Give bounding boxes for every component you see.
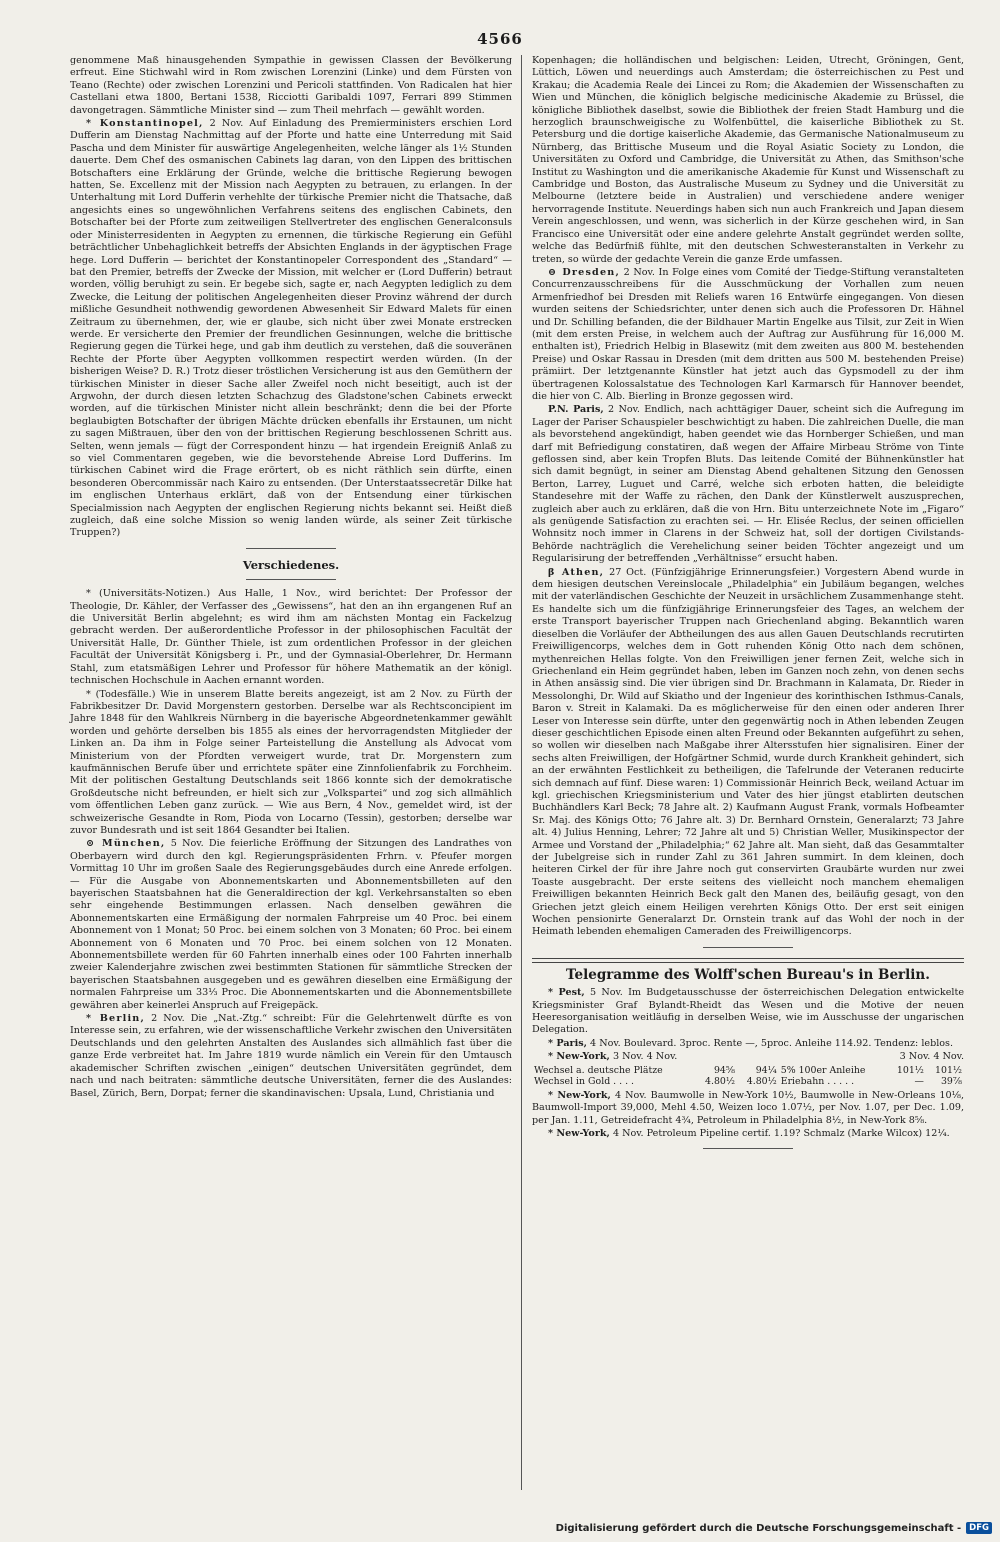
- article-continuation: Kopenhagen; die holländischen und belgischen: Leiden, Utrecht, Gröningen, Gent, Lüttich, Löwen und neuerdings auch Amsterdam; die österreichischen zu Pest und Krakau; die Academia Reale dei Lincei zu Rom; die Akademien der Wissenschaften zu Wien und München, die königlich belgische medicinische Akademie zu Brüssel, die königliche Bibliothek daselbst, sowie die Bibliothek der freien Stadt Hamburg und die herzoglich braunschweigische zu Wolfenbüttel, die kaiserliche Bibliothek zu St. Petersburg und die dortige kaiserliche Akademie, das Germanische Nationalmuseum zu Nürnberg, das Brittische Museum und die Royal Asiatic Society zu London, die Universitäten zu Oxford und Cambridge, die Universität zu Athen, das Smithson'sche Institut zu Washington und die amerikanische Akademie für Kunst und Wissenschaft zu Cambridge und Boston, das Australische Museum zu Sydney und die Universität zu Melbourne (letztere beide in Australien) und verschiedene andere weniger hervorragende Institute. Neuerdings haben sich nun auch Frankreich und Japan diesem Verein angeschlossen, und wenn, was sicherlich in der Kürze geschehen wird, in San Francisco eine Universität oder eine andere gelehrte Anstalt gegründet werden sollte, welche das Bedürfniß fühlte, mit den deutschen Schwesteranstalten in Verkehr zu treten, so würde der gedachte Verein die ganze Erde umfassen.: [532, 55, 964, 265]
- table-row: [532, 1076, 964, 1088]
- table-cell: 94¼: [755, 1064, 777, 1076]
- article-body: 2 Nov. Die „Nat.-Ztg.“ schreibt: Für die Gelehrtenwelt dürfte es von Interesse sein, zu erfahren, wie der wissenschaftliche Verkehr zwischen den Universitäten Deutschlands und den gelehrten Anstalten des Auslandes sich allmählich fast über die ganze Erde verbreitet hat. Im Jahre 1819 wurde nämlich ein Verein für den Umtausch akademischer Schriften zwischen „einigen“ deutschen Universitäten gegründet, dem nach und nach beitraten: sämmtliche deutsche Universitäten, ferner die des Auslandes: Basel, Zürich, Bern, Dorpat; ferner die skandinavischen: Upsala, Lund, Christiania und: [70, 1013, 512, 1099]
- article-berlin: [70, 1013, 512, 1100]
- digitization-credit: [556, 1522, 992, 1534]
- telegram-heading: Telegramme des Wolff'schen Bureau's in Berlin.: [566, 966, 930, 983]
- telegram-body: 4 Nov. Petroleum Pipeline certif. 1.19? Schmalz (Marke Wilcox) 12¼.: [612, 1127, 950, 1139]
- article-body: 5 Nov. Die feierliche Eröffnung der Sitzungen des Landrathes von Oberbayern wird durch den kgl. Regierungspräsidenten Frhrn. v. Pfeufer morgen Vormittag 10 Uhr im großen Saale des Regierungsgebäudes durch eine Anrede erfolgen. — Für die Ausgabe von Abonnementskarten und Abonnementsbilleten auf den bayerischen Staatsbahnen hat die Generaldirection der kgl. Verkehrsanstalten so eben sehr eingehende Bestimmungen erlassen. Nach denselben gewähren die Abonnementskarten eine Ermäßigung der normalen Fahrpreise um 40 Proc. bei einem Abonnement von 1 Monat; 50 Proc. bei einem solchen von 3 Monaten; 60 Proc. bei einem Abonnement von 6 Monaten und 70 Proc. bei einem solchen von 12 Monaten. Abonnementsbillete werden für 60 Fahrten innerhalb eines oder 100 Fahrten innerhalb zweier Kalenderjahre zwischen zwei bestimmten Stationen für sämmtliche Strecken der bayerischen Staatsbahnen ausgegeben und es gewähren dieselben eine Ermäßigung der normalen Fahrpreise um 33⅓ Proc. Die Abonnementskarten und die Abonnementsbillete gewähren aber keinerlei Anspruch auf Freigepäck.: [70, 838, 512, 1011]
- telegram-body: 4 Nov. Boulevard. 3proc. Rente —, 5proc. Anleihe 114.92. Tendenz: leblos.: [590, 1037, 954, 1049]
- telegram-pest: [532, 987, 964, 1037]
- telegram-newyork-cotton: [532, 1090, 964, 1127]
- telegram-newyork-petroleum: [532, 1128, 964, 1140]
- table-cell: 94⅝: [713, 1064, 735, 1076]
- section-heading: Verschiedenes.: [242, 557, 340, 572]
- table-cell: 101½: [896, 1064, 924, 1076]
- table-cell: 101½: [935, 1064, 962, 1076]
- article-body: 2 Nov. Auf Einladung des Premierministers erschien Lord Dufferin am Dienstag Nachmittag auf der Pforte und hatte eine Unterredung mit Said Pascha und dem Minister für auswärtige Angelegenheiten, welche länger als 1½ Stunden dauerte. Dem Chef des osmanischen Cabinets lag daran, von den Lippen des brittischen Botschafters eine Erklärung der Gründe, welche die brittische Regierung bewogen hatten, Se. Excellenz mit der Mission nach Aegypten zu betrauen, zu erlangen. In der Unterhaltung mit Lord Dufferin verhehlte der türkische Premier nicht die Thatsache, daß angesichts eines so ungewöhnlichen Verfahrens seitens des englischen Cabinets, den Botschafter bei der Pforte zum zeitweiligen Stellvertreter des englischen Generalconsuls oder Ministerresidenten in Aegypten zu ernennen, die türkische Regierung ein Gefühl beträchtlicher Unbehaglichkeit betreffs der Absichten Englands in der ägyptischen Frage hege. Lord Dufferin — berichtet der Konstantinopeler Correspondent des „Standard“ — bat den Premier, betreffs der Zwecke der Mission, mit welcher er (Lord Dufferin) betraut worden, völlig beruhigt zu sein. Er begebe sich, sagte er, nach Aegypten lediglich zu dem Zwecke, die Leitung der politischen Angelegenheiten dieser Provinz während der durch mißliche Gesundheit nothwendig gewordenen Abwesenheit Sir Edward Malets für einen Zeitraum zu übernehmen, der, wie er glaube, sich nicht über zwei Monate erstrecken werde. Er versicherte den Premier der freundlichen Gesinnungen, welche die brittische Regierung gegen die Türkei hege, und gab ihm deutlich zu verstehen, daß die souveränen Rechte der Pforte über Aegypten vollkommen respectirt werden würden. (In der bisherigen Weise? D. R.) Trotz dieser tröstlichen Versicherung ist aus den Gemüthern der türkischen Minister in dieser Sache aller Zweifel noch nicht beseitigt, auch ist der Argwohn, der durch diesen letzten Schachzug des Gladstone'schen Cabinets erweckt worden, auf die türkischen Minister nicht allein beschränkt; denn die bei der Pforte beglaubigten Botschafter der übrigen Mächte drücken ebenfalls ihr Erstaunen, um nicht zu sagen Mißtrauen, über den von der brittischen Regierung beschlossenen Schritt aus. Selten, wenn jemals — fügt der Correspondent hinzu — hat irgendein Ereigniß Anlaß zu so viel Commentaren gegeben, wie die bevorstehende Abreise Lord Dufferins. Im türkischen Cabinet wird die Frage erörtert, ob es nicht räthlich sein dürfte, einen besonderen Obercommissär nach Kairo zu entsenden. (Der Unterstaatssecretär Dilke hat im englischen Unterhaus erklärt, daß von der Entsendung einer türkischen Specialmission nach Aegypten der englischen Regierung nichts bekannt sei. Heißt dieß zugleich, daß eine solche Mission so wenig landen würde, als seiner Zeit türkische Truppen?): [70, 118, 512, 539]
- table-cell: 4.80½: [746, 1076, 777, 1088]
- table-cell: 5% 100er Anleihe: [780, 1064, 866, 1076]
- dateline: ⊙ München,: [86, 838, 166, 850]
- dateline: * Berlin,: [86, 1013, 146, 1025]
- double-rule: [532, 958, 964, 963]
- article-dresden: [532, 267, 964, 403]
- table-cell: Eriebahn . . . . .: [780, 1076, 855, 1088]
- telegram-dates: 3 Nov. 4 Nov.: [612, 1051, 678, 1063]
- article-body: 27 Oct. (Fünfzigjährige Erinnerungsfeier.) Vorgestern Abend wurde in dem hiesigen deutschen Vereinslocale „Philadelphia“ ein Jubiläum begangen, welches mit der vaterländischen Geschichte der Neuzeit in ursächlichem Zusammenhange steht. Es handelte sich um die fünfzigjährige Erinnerungsfeier des Tages, an welchem der erste Transport bayerischer Truppen nach Griechenland abging. Bekanntlich waren dieselben die Vorläufer der Abtheilungen des aus allen Gauen Deutschlands recrutirten Freiwilligencorps, welches dem in Gott ruhenden König Otto nach dem schönen, mythenreichen Hellas folgte. Von den Freiwilligen jener fernen Zeit, welche sich in Griechenland ein Heim gegründet haben, leben im Ganzen noch zehn, von denen sechs in Athen ansässig sind. Die vier übrigen sind Dr. Brachmann in Kalamata, Dr. Rieder in Messolonghi, Dr. Wild auf Skiatho und der Ingenieur des korinthischen Isthmus-Canals, Baron v. Streit in Kalamaki. Da es möglicherweise für den einen oder anderen Ihrer Leser von Interesse sein dürfte, unter den gegenwärtig noch in Athen lebenden Zeugen dieser geschichtlichen Episode einen alten Freund oder Bekannten aufgeführt zu sehen, so wollen wir dieselben nach Maßgabe ihrer Altersstufen hier signalisiren. Einer der sechs alten Freiwilligen, der Hofgärtner Schmid, wurde durch Krankheit gehindert, sich an der erwähnten Festlichkeit zu betheiligen, die Tafelrunde der Veteranen reducirte sich demnach auf fünf. Diese waren: 1) Commissionär Heinrich Beck, weiland Actuar im kgl. griechischen Kriegsministerium und Vater des hier jüngst etablirten deutschen Buchhändlers Karl Beck; 78 Jahre alt. 2) Kaufmann August Frank, vormals Hofbeamter Sr. Maj. des Königs Otto; 76 Jahre alt. 3) Dr. Bernhard Ornstein, Generalarzt; 73 Jahre alt. 4) Julius Henning, Lehrer; 72 Jahre alt und 5) Christian Weller, Musikinspector der Armee und Vorstand der „Philadelphia;“ 62 Jahre alt. Man sieht, daß das Gesammtalter der Jubelgreise sich in runder Zahl zu 361 Jahren summirt. In dem kleinen, doch heiteren Cirkel der für ihre Jahre noch gut conservirten Graubärte wurden nur zwei Toaste ausgebracht. Der erste seitens des vielleicht noch manchem ehemaligen Freiwilligen bekannten Heinrich Beck galt den Manen des, beiläufig gesagt, von den Griechen jetzt gleich einem Heiligen verehrten Königs Otto. Der erst seit einigen Wochen pensionirte Generalarzt Dr. Ornstein trank auf das Wohl der noch in der Heimath lebenden ehemaligen Cameraden des Freiwilligencorps.: [532, 566, 964, 938]
- column-rule: [521, 55, 522, 1490]
- page-number: 4566: [477, 30, 523, 48]
- table-cell: Wechsel in Gold . . . .: [534, 1076, 635, 1088]
- telegram-paris: [532, 1038, 964, 1050]
- divider: [246, 548, 336, 549]
- dateline: β Athen,: [548, 566, 605, 578]
- telegram-body: 5 Nov. Im Budgetausschusse der österreichischen Delegation entwickelte Kriegsminister Graf Bylandt-Rheidt das Wesen und die Motive der neuen Heeresorganisation weitläufig in derselben Weise, wie im Ausschusse der ungarischen Delegation.: [532, 987, 964, 1036]
- exchange-table: [532, 1065, 964, 1088]
- article-paris: [532, 404, 964, 565]
- right-column: [532, 55, 964, 1157]
- article-athen: [532, 567, 964, 939]
- article-universitaets-notizen: * (Universitäts-Notizen.) Aus Halle, 1 Nov., wird berichtet: Der Professor der Theologie, Dr. Kähler, der Verfasser des „Gewissens“, hat den an ihn ergangenen Ruf an die Universität Berlin abgelehnt; es wird ihm am nächsten Montag ein Fackelzug gebracht werden. Der außerordentliche Professor in der philosophischen Facultät der Universität Halle, Dr. Günther Thiele, ist zum ordentlichen Professor in der gleichen Facultät der Universität Königsberg i. Pr., und der Gymnasial-Oberlehrer, Dr. Hermann Stahl, zum etatsmäßigen Lehrer und Professor für höhere Mathematik an der königl. technischen Hochschule in Aachen ernannt worden.: [70, 588, 512, 687]
- dateline: * New-York,: [548, 1127, 610, 1139]
- divider: [703, 1148, 793, 1149]
- dateline: * New-York,: [548, 1051, 610, 1063]
- article-muenchen: [70, 838, 512, 1012]
- dateline: P.N. Paris,: [548, 404, 604, 416]
- telegram-newyork-fx: [532, 1051, 964, 1063]
- table-cell: Wechsel a. deutsche Plätze: [534, 1064, 663, 1076]
- article-body: 2 Nov. In Folge eines vom Comité der Tiedge-Stiftung veranstalteten Concurrenzausschreibens für die Ausschmückung der Vorhallen zum neuen Armenfriedhof bei Dresden mit Reliefs waren 16 Entwürfe eingegangen. Von diesen wurden seitens der Schiedsrichter, unter denen sich auch die Professoren Dr. Hähnel und Dr. Schilling befanden, die der Bildhauer Martin Engelke aus Tilsit, zur Zeit in Wien (mit dem ersten Preise, in welchem auch der Auftrag zur Ausführung für 16,000 M. enthalten ist), Friedrich Helbig in Blasewitz (mit dem zweiten aus 800 M. bestehenden Preise) und Oskar Rassau in Dresden (mit dem dritten aus 500 M. bestehenden Preise) prämiirt. Der letztgenannte Künstler hat jetzt auch das Gypsmodell zu der ihm übertragenen Kolossalstatue des Technologen Karl Karmarsch für Hannover beendet, die hier von C. Alb. Bierling in Bronze gegossen wird.: [532, 266, 964, 402]
- divider: [246, 579, 336, 580]
- dfg-logo: DFG: [966, 1522, 992, 1534]
- telegram-body: 4 Nov. Baumwolle in New-York 10½, Baumwolle in New-Orleans 10⅛, Baumwoll-Import 39,000, Mehl 4.50, Weizen loco 1.07½, per Nov. 1.07, per Dec. 1.09, per Jan. 1.11, Getreidefracht 4¾, Petroleum in Philadelphia 8½, in New-York 8⅝.: [532, 1089, 964, 1126]
- dateline: * Konstantinopel,: [86, 118, 204, 130]
- dateline: * Paris,: [548, 1037, 587, 1049]
- article-body: 2 Nov. Endlich, nach achttägiger Dauer, scheint sich die Aufregung im Lager der Pariser Schauspieler beschwichtigt zu haben. Die zahlreichen Duelle, die man als bevorstehend angekündigt, haben geendet wie das Hornberger Schießen, und man darf mit Befriedigung constatiren, daß wegen der Affaire Mirbeau Ströme von Tinte geflossen sind, aber kein Tropfen Bluts. Das leitende Comité der Bühnenkünstler hat sich damit begnügt, in seiner am Dienstag Abend gehaltenen Sitzung den Genossen Berton, Larrey, Luguet und Carré, welche sich erboten hatten, die beleidigte Standesehre mit der Waffe zu rächen, den Dank der Künstlerwelt auszusprechen, zugleich aber auch zu erklären, daß die von Hrn. Bitu unterzeichnete Note im „Figaro“ als genügende Satisfaction zu erachten sei. — Hr. Elisée Reclus, der seinen officiellen Wohnsitz noch immer in Clarens in der Schweiz hat, soll der dortigen Civilstands-Behörde nachträglich die Verehelichung seiner beiden Töchter angezeigt und um Regularisirung der betreffenden „Verhältnisse“ ersucht haben.: [532, 404, 964, 565]
- telegram-dates-right: 3 Nov. 4 Nov.: [899, 1051, 964, 1063]
- table-row: [532, 1065, 964, 1077]
- dateline: ⊖ Dresden,: [548, 266, 620, 278]
- table-cell: 4.80½: [705, 1076, 735, 1088]
- divider: [703, 947, 793, 948]
- article-konstantinopel: [70, 118, 512, 540]
- dateline: * New-York,: [548, 1089, 611, 1101]
- dateline: * Pest,: [548, 987, 585, 999]
- left-column: [70, 55, 512, 1101]
- table-cell: —: [914, 1076, 924, 1088]
- credit-text: Digitalisierung gefördert durch die Deutsche Forschungsgemeinschaft -: [555, 1522, 962, 1534]
- article-continuation: genommene Maß hinausgehenden Sympathie in gewissen Classen der Bevölkerung erfreut. Eine Stichwahl wird in Rom zwischen Lorenzini (Linke) und dem Fürsten von Teano (Rechte) oder zwischen Lorenzini und Pericoli stattfinden. Von Radicalen hat hier Castellani etwa 1800, Bertani 1538, Ricciotti Garibaldi 1097, Ferrari 899 Stimmen davongetragen. Sämmtliche Minister sind — zum Theil mehrfach — gewählt worden.: [70, 55, 512, 116]
- table-cell: 39⅞: [940, 1076, 962, 1088]
- article-todesfaelle: * (Todesfälle.) Wie in unserem Blatte bereits angezeigt, ist am 2 Nov. zu Fürth der Fabrikbesitzer Dr. David Morgenstern gestorben. Derselbe war als Rechtsconcipient im Jahre 1848 für den Wahlkreis Nürnberg in die bayerische Abgeordnetenkammer gewählt worden und gehörte derselben bis 1855 als eines der hervorragendsten Mitglieder der Linken an. Da ihm in Folge seiner Parteistellung die Anstellung als Advocat vom Ministerium von der Pfordten verweigert wurde, trat Dr. Morgenstern zum kaufmännischen Berufe über und errichtete später eine Zinnfolienfabrik zu Forchheim. Mit der politischen Gestaltung Deutschlands seit 1866 konnte sich der demokratische Großdeutsche nicht befreunden, er hielt sich zur „Volkspartei“ und zog sich allmählich vom öffentlichen Leben ganz zurück. — Wie aus Bern, 4 Nov., gemeldet wird, ist der schweizerische Gesandte in Rom, Pioda von Locarno (Tessin), gestorben; derselbe war zuvor Bundesrath und ist seit 1864 Gesandter bei Italien.: [70, 688, 512, 836]
